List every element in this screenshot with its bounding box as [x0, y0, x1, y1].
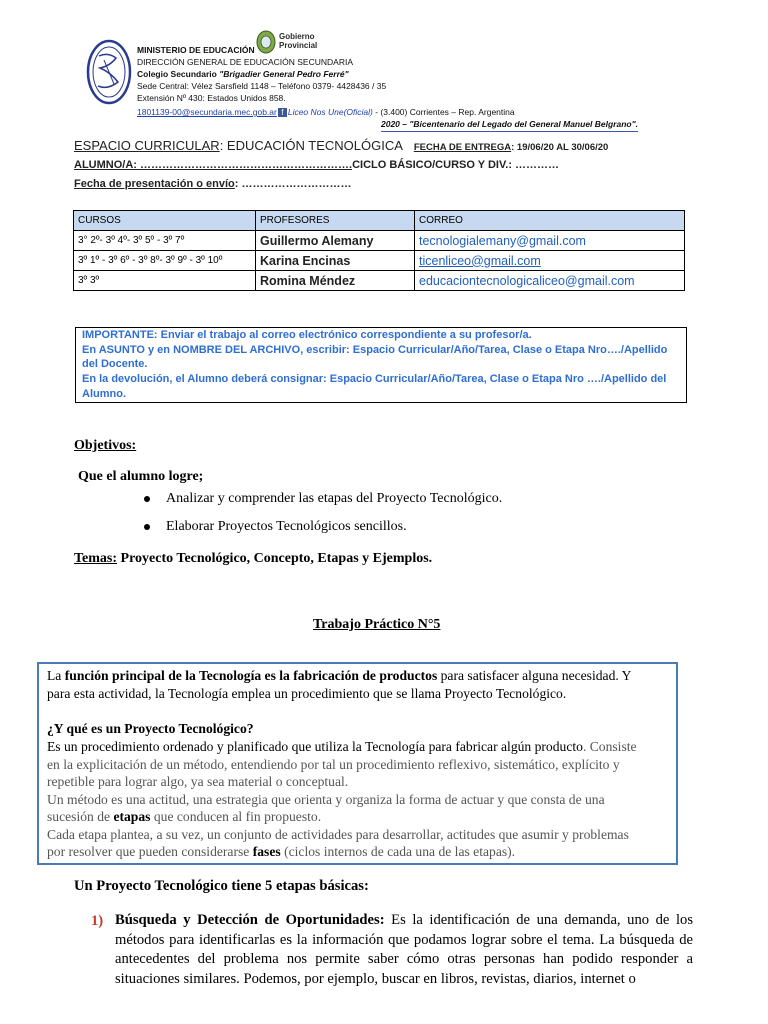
table-row — [74, 251, 685, 271]
bullet-icon — [144, 524, 150, 530]
profesor-cell: Romina Méndez — [256, 271, 415, 291]
box-line-7: Un método es una actitud, una estrategia que orienta y organiza la forma de actuar y que consta de una — [47, 792, 605, 807]
correo-link[interactable]: educaciontecnologicaliceo@gmail.com — [415, 271, 685, 291]
profesor-cell: Karina Encinas — [256, 251, 415, 271]
ministerio-title: MINISTERIO DE EDUCACIÓN — [137, 45, 255, 55]
tp-title: Trabajo Práctico N°5 — [313, 617, 441, 632]
stage-1-paragraph: Búsqueda y Detección de Oportunidades: Es la identificación de una demanda, uno de los métodos para identificarlas es la información que podamos lograr sobre el tema. La búsqueda de antecedentes del problema nos permite saber cómo otras personas han podido responder a situaciones similares. Podemos, por ejemplo, buscar en libros, revistas, diarios, internet o — [115, 912, 693, 987]
table-row — [74, 231, 685, 251]
objetivos-title: Objetivos: — [74, 438, 137, 453]
correo-link[interactable]: tecnologialemany@gmail.com — [415, 231, 685, 251]
sede-line: Sede Central: Vélez Sarsfield 1148 – Teléfono 0379- 4428436 / 35 — [137, 81, 387, 91]
box-line-10: por resolver que pueden considerarse fases (ciclos internos de cada una de las etapas). — [47, 844, 516, 859]
box-line-9: Cada etapa plantea, a su vez, un conjunto de actividades para desarrollar, actitudes que asumir y problemas — [47, 827, 629, 842]
box-line-1: La función principal de la Tecnología es la fabricación de productos para satisfacer alguna necesidad. Y — [47, 668, 632, 683]
colegio-line: Colegio Secundario "Brigadier General Pedro Ferré" — [137, 69, 349, 79]
year-motto: 2020 – "Bicentenario del Legado del General Manuel Belgrano". — [381, 119, 638, 132]
alumno-line: ALUMNO/A: ………………………………………………….CICLO BÁSICO/CURSO Y DIV.: ………… — [74, 159, 560, 171]
presentacion-line: Fecha de presentación o envío: ………………………… — [74, 178, 352, 190]
box-line-2: para esta actividad, la Tecnología emplea un procedimiento que se llama Proyecto Tecnológico. — [47, 686, 567, 701]
school-email-link[interactable]: 1801139-00@secundaria.mec.gob.ar — [137, 107, 277, 117]
correo-link[interactable]: ticenliceo@gmail.com — [415, 251, 685, 271]
cursos-cell: 3º 1º - 3º 6º - 3º 8º- 3º 9º - 3º 10º — [74, 251, 256, 271]
stage-number: 1) — [91, 913, 104, 929]
espacio-curricular-line: ESPACIO CURRICULAR: EDUCACIÓN TECNOLÓGICA FECHA DE ENTREGA: 19/06/20 AL 30/06/20 — [74, 138, 609, 153]
objective-item: Elaborar Proyectos Tecnológicos sencillos. — [166, 519, 407, 534]
stages-intro: Un Proyecto Tecnológico tiene 5 etapas básicas: — [74, 878, 369, 894]
header-cursos: CURSOS — [74, 211, 256, 231]
box-question: ¿Y qué es un Proyecto Tecnológico? — [47, 721, 254, 736]
facebook-link[interactable]: Liceo Nos Une(Oficial) — [287, 107, 373, 117]
objetivos-intro: Que el alumno logre; — [78, 469, 204, 484]
gobierno-shield-icon — [256, 30, 276, 54]
profesor-cell: Guillermo Alemany — [256, 231, 415, 251]
bullet-icon — [144, 496, 150, 502]
box-line-6: repetible para lograr algo, ya sea material o conceptual. — [47, 774, 349, 789]
box-line-8: sucesión de etapas que conducen al fin propuesto. — [47, 809, 322, 824]
gobierno-label: Gobierno Provincial — [279, 32, 318, 50]
professors-table — [73, 210, 685, 291]
temas-line: Temas: Proyecto Tecnológico, Concepto, Etapas y Ejemplos. — [74, 551, 433, 566]
table-header-row — [74, 211, 685, 231]
header-profesores: PROFESORES — [256, 211, 415, 231]
table-row — [74, 271, 685, 291]
box-line-4: Es un procedimiento ordenado y planificado que utiliza la Tecnología para fabricar algún producto. Consiste — [47, 739, 637, 754]
facebook-icon: f — [278, 108, 287, 117]
objective-item: Analizar y comprender las etapas del Proyecto Tecnológico. — [166, 491, 503, 506]
important-notice: IMPORTANTE: Enviar el trabajo al correo electrónico correspondiente a su profesor/a. En ASUNTO y en NOMBRE DEL ARCHIVO, escribir: Espacio Curricular/Año/Tarea, Clase o Etapa Nro…./Apellido del Docente. En la devolución, el Alumno deberá consignar: Espacio Curricular/Año/Tarea, Clase o Etapa Nro …./Apellido del Alumno. — [75, 327, 687, 403]
extension-line: Extensión Nº 430: Estados Unidos 858. — [137, 93, 286, 103]
cursos-cell: 3° 2º- 3º 4º- 3º 5º - 3º 7º — [74, 231, 256, 251]
cursos-cell: 3º 3º — [74, 271, 256, 291]
header-correo: CORREO — [415, 211, 685, 231]
contact-line: 1801139-00@secundaria.mec.gob.ar f Liceo Nos Une(Oficial) - (3.400) Corrientes – Rep. Argentina — [137, 107, 515, 117]
box-line-5: en la explicitación de un método, entendiendo por tal un procedimiento reflexivo, sistemático, explícito y — [47, 757, 620, 772]
direccion-title: DIRECCIÓN GENERAL DE EDUCACIÓN SECUNDARIA — [137, 57, 353, 67]
school-logo — [86, 38, 132, 106]
